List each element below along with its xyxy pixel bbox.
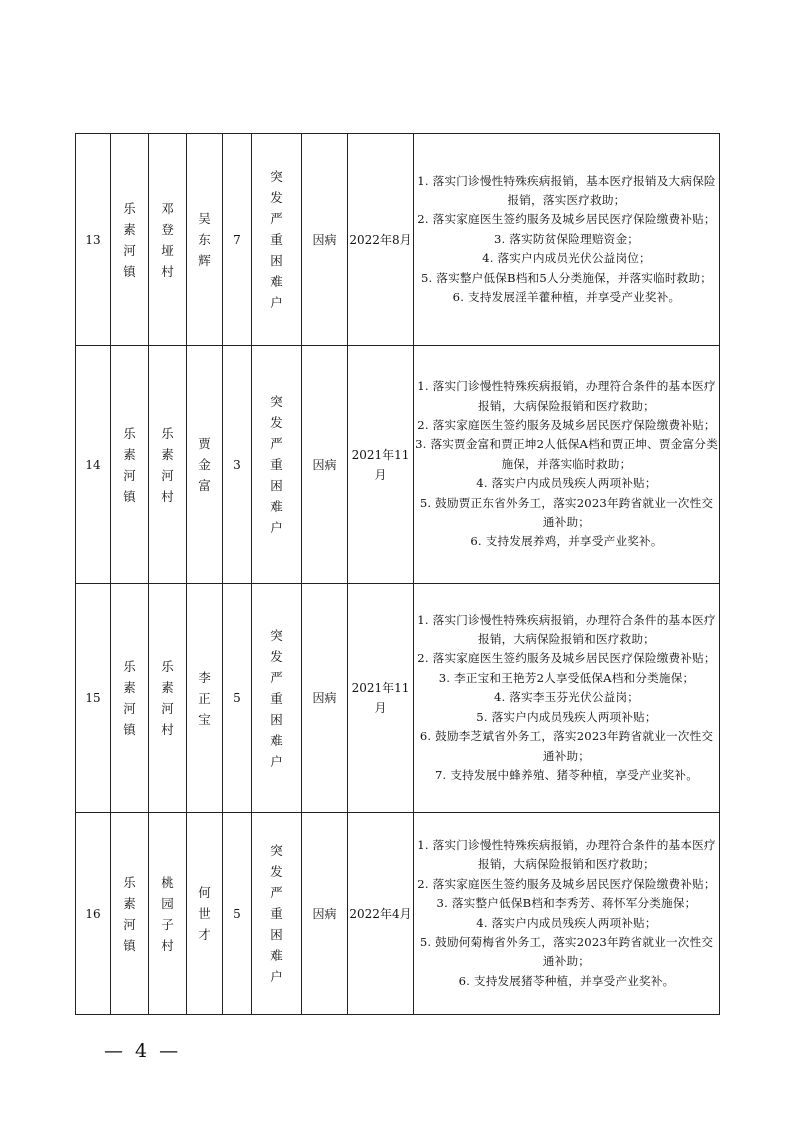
table-row [76, 346, 720, 584]
measure-item: 6. 支持发展猪苓种植，并享受产业奖补。 [458, 973, 675, 988]
household-head-name-cell [187, 134, 223, 346]
row-number: 14 [76, 346, 111, 584]
household-head-name: 李正宝 [198, 669, 211, 727]
village-name-cell [149, 346, 187, 584]
measure-list [414, 836, 719, 991]
table-row [76, 813, 720, 1015]
measure-item: 7. 支持发展中蜂养殖、猪苓种植，享受产业奖补。 [434, 767, 699, 782]
measure-item: 3. 李正宝和王艳芳2人享受低保A档和分类施保； [438, 670, 695, 685]
village-name-cell [149, 584, 187, 813]
village-name: 乐素河村 [161, 659, 174, 737]
poverty-cause: 因病 [302, 134, 348, 346]
household-head-name-cell [187, 813, 223, 1015]
household-size: 7 [223, 134, 252, 346]
table-row [76, 584, 720, 813]
town-name: 乐素河镇 [123, 874, 136, 953]
village-name: 乐素河村 [161, 425, 174, 504]
household-head-name-cell [187, 584, 223, 813]
row-number: 16 [76, 813, 111, 1015]
identification-date: 2021年11月 [348, 584, 414, 813]
row-number: 15 [76, 584, 111, 813]
household-head-name: 吴东辉 [198, 211, 211, 268]
measure-list [414, 172, 719, 308]
town-name: 乐素河镇 [123, 659, 136, 737]
household-size: 5 [223, 813, 252, 1015]
identification-date: 2022年4月 [348, 813, 414, 1015]
household-type: 突发严重困难户 [270, 843, 283, 984]
household-type: 突发严重困难户 [270, 627, 283, 769]
measure-item: 3. 落实整户低保B档和李秀芳、蒋怀军分类施保； [436, 896, 697, 911]
household-head-name: 何世才 [198, 885, 211, 942]
measure-item: 4. 落实户内成员残疾人两项补贴； [476, 915, 657, 930]
measure-list [414, 611, 719, 786]
measure-item: 5. 鼓励何菊梅省外务工，落实2023年跨省就业一次性交通补助； [419, 934, 714, 969]
measure-item: 5. 落实整户低保B档和5人分类施保，并落实临时救助； [420, 270, 713, 285]
town-name-cell [111, 813, 149, 1015]
village-name-cell [149, 134, 187, 346]
measure-item: 1. 落实门诊慢性特殊疾病报销，办理符合条件的基本医疗报销，大病保险报销和医疗救助； [417, 379, 716, 413]
household-size: 3 [223, 346, 252, 584]
measure-list [414, 377, 719, 552]
village-name: 邓登垭村 [161, 200, 174, 279]
poverty-cause: 因病 [302, 584, 348, 813]
household-head-name-cell [187, 346, 223, 584]
measure-item: 4. 落实户内成员光伏公益岗位； [482, 251, 651, 266]
town-name: 乐素河镇 [123, 425, 136, 504]
measure-item: 2. 落实家庭医生签约服务及城乡居民医疗保险缴费补贴； [417, 212, 716, 227]
measure-item: 2. 落实家庭医生签约服务及城乡居民医疗保险缴费补贴； [417, 417, 716, 432]
assistance-measures-cell [414, 584, 720, 813]
assistance-measures-cell [414, 813, 720, 1015]
household-type-cell [252, 584, 302, 813]
household-type: 突发严重困难户 [270, 394, 283, 535]
measure-item: 6. 鼓励李芝斌省外务工，落实2023年跨省就业一次性交通补助； [419, 729, 714, 763]
measure-item: 2. 落实家庭医生签约服务及城乡居民医疗保险缴费补贴； [417, 651, 716, 666]
identification-date: 2022年8月 [348, 134, 414, 346]
measure-item: 1. 落实门诊慢性特殊疾病报销，办理符合条件的基本医疗报销，大病保险报销和医疗救助； [417, 612, 716, 647]
household-type-cell [252, 813, 302, 1015]
household-size: 5 [223, 584, 252, 813]
town-name-cell [111, 584, 149, 813]
measure-item: 3. 落实防贫保险理赔资金； [493, 231, 640, 246]
measure-item: 1. 落实门诊慢性特殊疾病报销，办理符合条件的基本医疗报销，大病保险报销和医疗救助； [417, 837, 716, 872]
measure-item: 3. 落实贾金富和贾正坤2人低保A档和贾正坤、贾金富分类施保，并落实临时救助； [415, 437, 718, 471]
measure-item: 2. 落实家庭医生签约服务及城乡居民医疗保险缴费补贴； [417, 876, 716, 891]
row-number: 13 [76, 134, 111, 346]
measure-item: 5. 鼓励贾正东省外务工，落实2023年跨省就业一次性交通补助； [419, 495, 714, 530]
household-type-cell [252, 346, 302, 584]
household-head-name: 贾金富 [198, 436, 211, 493]
identification-date: 2021年11月 [348, 346, 414, 584]
table-body [76, 134, 720, 1015]
assistance-measures-cell [414, 134, 720, 346]
poverty-cause: 因病 [302, 346, 348, 584]
household-type-cell [252, 134, 302, 346]
town-name-cell [111, 346, 149, 584]
village-name-cell [149, 813, 187, 1015]
table-row [76, 134, 720, 346]
household-type: 突发严重困难户 [270, 169, 283, 310]
town-name: 乐素河镇 [123, 200, 136, 279]
page-number: — 4 — [104, 1040, 182, 1062]
measure-item: 1. 落实门诊慢性特殊疾病报销，基本医疗报销及大病保险报销，落实医疗救助； [417, 173, 716, 207]
assistance-measures-cell [414, 346, 720, 584]
town-name-cell [111, 134, 149, 346]
poverty-cause: 因病 [302, 813, 348, 1015]
measure-item: 6. 支持发展养鸡，并享受产业奖补。 [470, 534, 663, 549]
measure-item: 5. 落实户内成员残疾人两项补贴； [476, 709, 657, 724]
measure-item: 4. 落实李玉芬光伏公益岗； [493, 690, 640, 705]
household-assistance-table [75, 133, 720, 1015]
measure-item: 6. 支持发展淫羊藿种植，并享受产业奖补。 [452, 290, 681, 305]
measure-item: 4. 落实户内成员残疾人两项补贴； [476, 476, 657, 491]
village-name: 桃园子村 [161, 874, 174, 953]
